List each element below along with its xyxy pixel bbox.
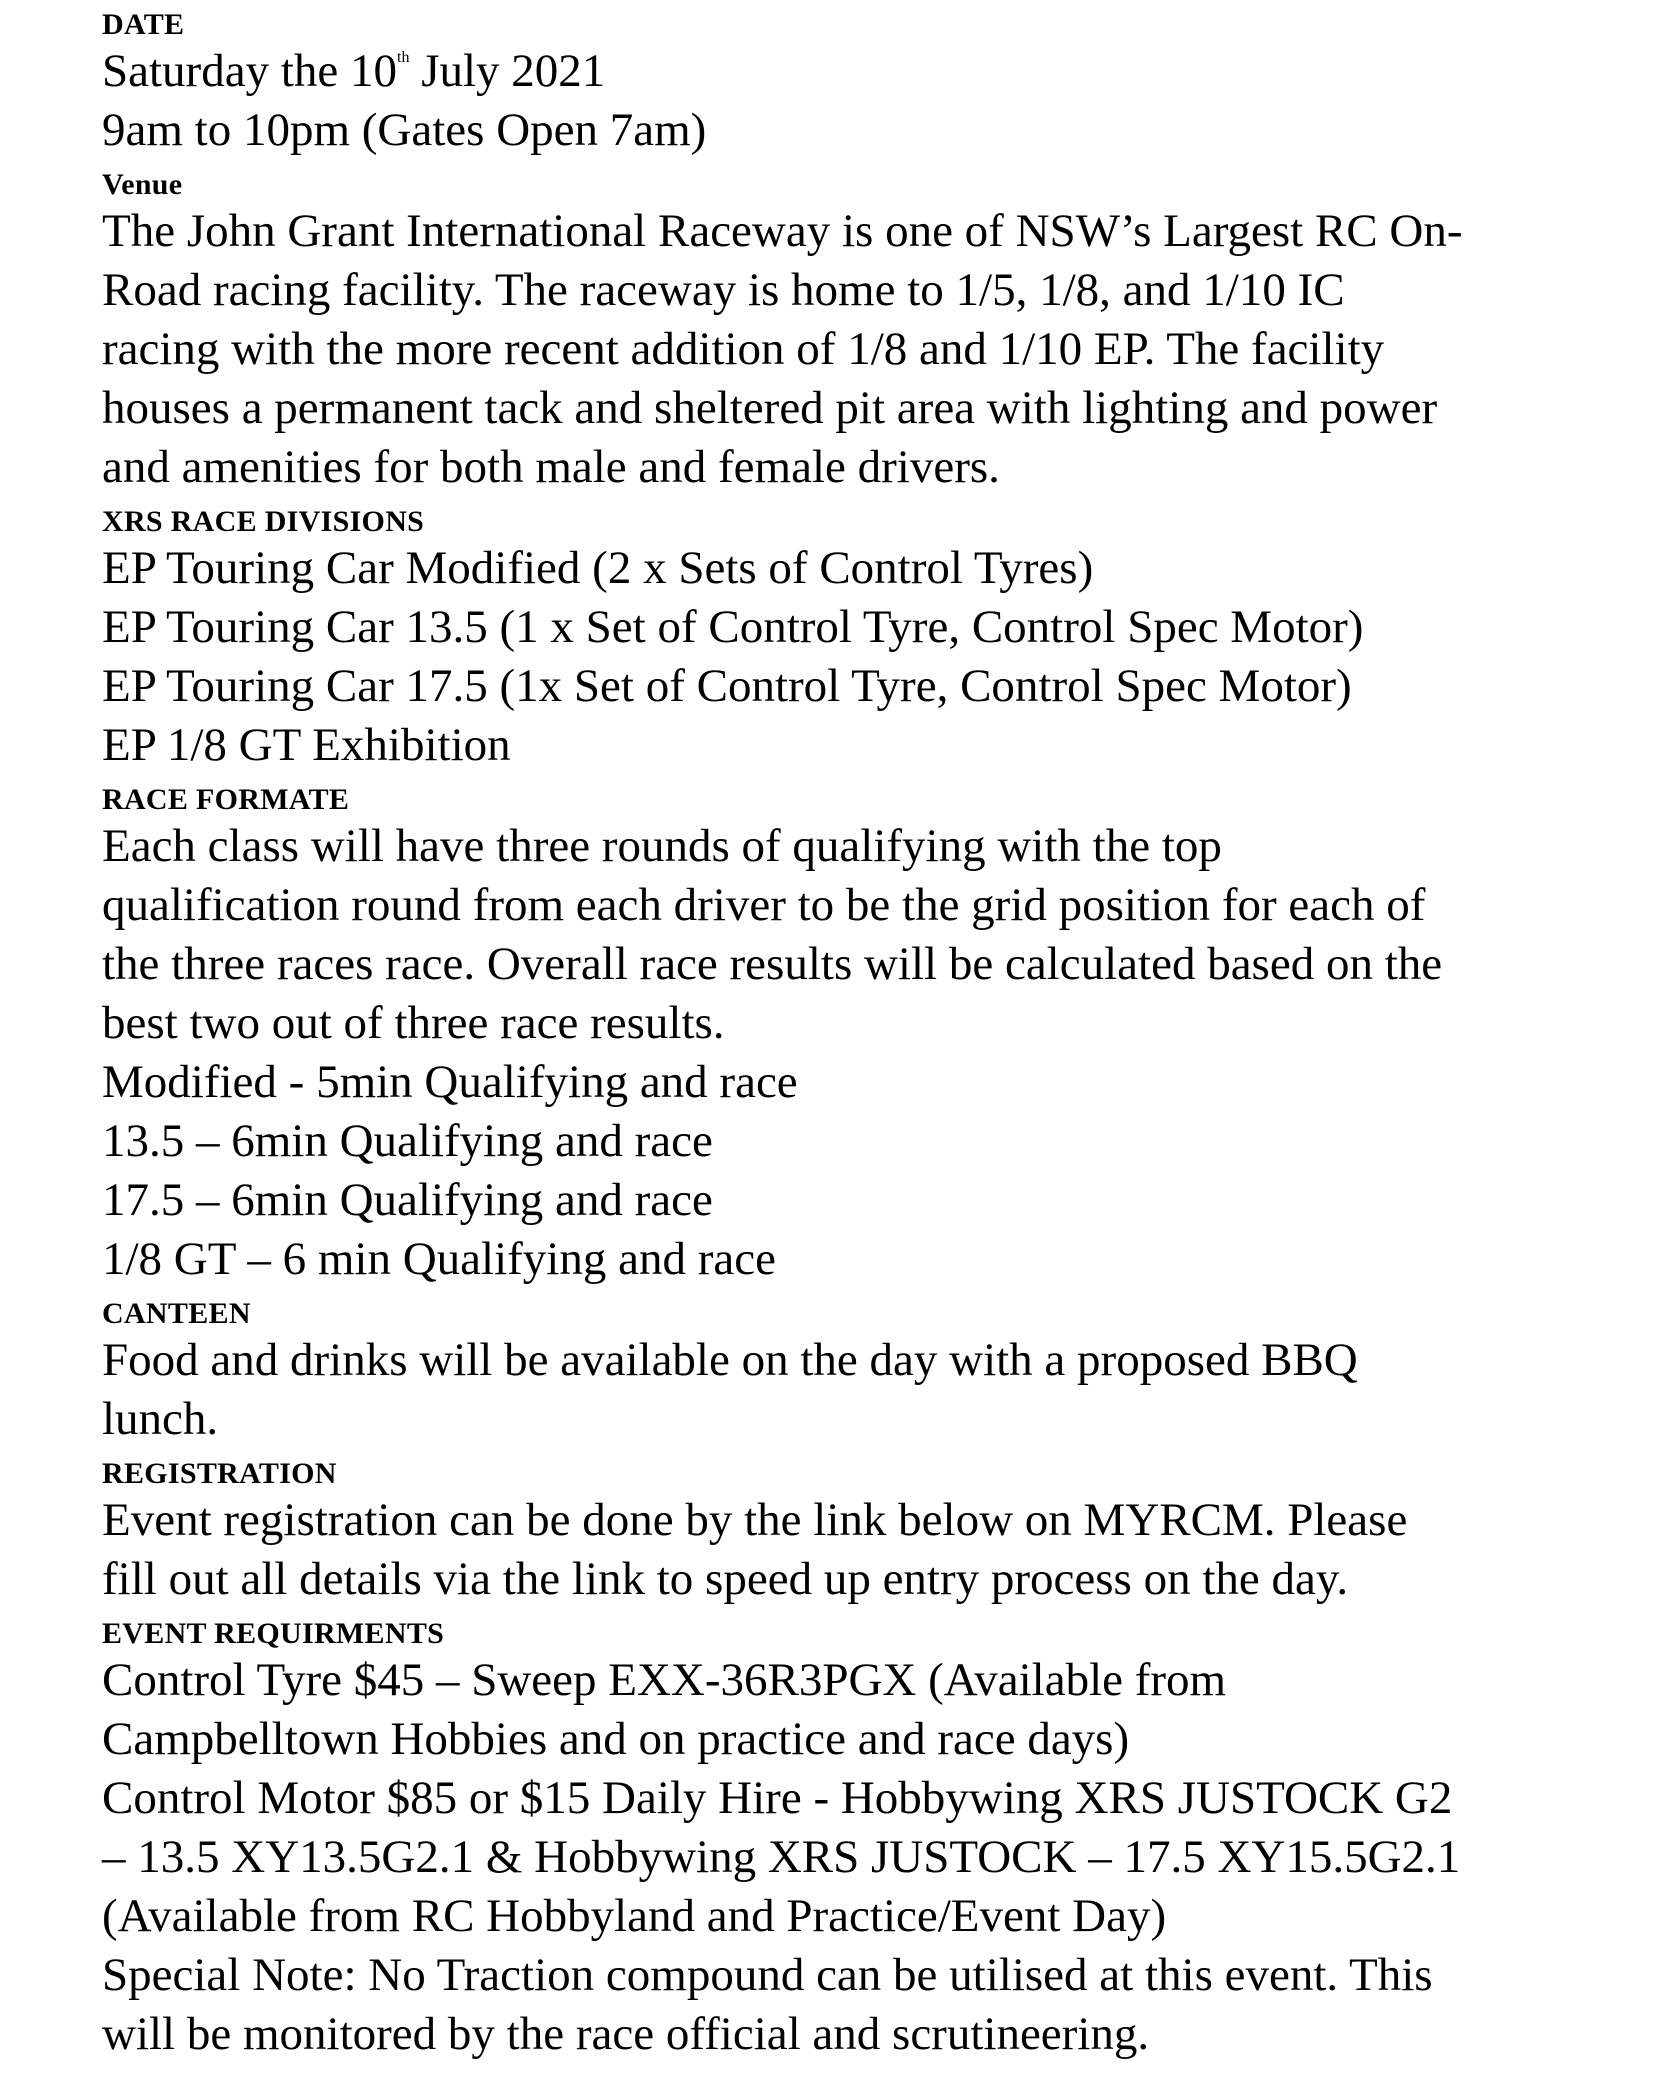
format-line: 17.5 – 6min Qualifying and race: [102, 1174, 713, 1226]
event-document: [102, 0, 1622, 2064]
division-item: EP Touring Car 17.5 (1x Set of Control Tyre, Control Spec Motor): [102, 660, 1352, 712]
requirement-line: (Available from RC Hobbyland and Practice/Event Day): [102, 1890, 1167, 1942]
registration-section: [102, 1449, 1622, 1609]
date-month-year: July 2021: [409, 45, 606, 97]
time-line: 9am to 10pm (Gates Open 7am): [102, 104, 707, 156]
division-item: EP Touring Car Modified (2 x Sets of Control Tyres): [102, 542, 1094, 594]
venue-line: The John Grant International Raceway is one of NSW’s Largest RC On-: [102, 205, 1463, 257]
canteen-line: Food and drinks will be available on the day with a proposed BBQ: [102, 1334, 1358, 1386]
venue-line: racing with the more recent addition of 1/8 and 1/10 EP. The facility: [102, 323, 1385, 375]
format-line: the three races race. Overall race results will be calculated based on the: [102, 938, 1443, 990]
division-item: EP 1/8 GT Exhibition: [102, 719, 511, 771]
requirements-heading: EVENT REQUIRMENTS: [102, 1617, 445, 1650]
date-heading: DATE: [102, 8, 185, 41]
requirements-section: [102, 1609, 1622, 2064]
format-line: qualification round from each driver to be the grid position for each of: [102, 879, 1426, 931]
date-line: [102, 42, 1622, 101]
canteen-line: lunch.: [102, 1393, 219, 1445]
format-line: Each class will have three rounds of qualifying with the top: [102, 820, 1222, 872]
canteen-heading: CANTEEN: [102, 1297, 251, 1330]
requirement-line: Control Tyre $45 – Sweep EXX-36R3PGX (Available from: [102, 1654, 1227, 1706]
requirement-line: Control Motor $85 or $15 Daily Hire - Hobbywing XRS JUSTOCK G2: [102, 1772, 1453, 1824]
requirement-line: – 13.5 XY13.5G2.1 & Hobbywing XRS JUSTOCK – 17.5 XY15.5G2.1: [102, 1831, 1461, 1883]
divisions-section: [102, 497, 1622, 775]
venue-line: houses a permanent tack and sheltered pit area with lighting and power: [102, 382, 1438, 434]
requirement-line: Special Note: No Traction compound can be utilised at this event. This: [102, 1949, 1433, 2001]
date-ordinal: th: [397, 49, 410, 66]
venue-line: and amenities for both male and female drivers.: [102, 441, 1000, 493]
date-text: Saturday the 10: [102, 45, 397, 97]
format-heading: RACE FORMATE: [102, 783, 350, 816]
requirement-line: Campbelltown Hobbies and on practice and race days): [102, 1713, 1130, 1765]
format-line: 1/8 GT – 6 min Qualifying and race: [102, 1233, 776, 1285]
divisions-heading: XRS RACE DIVISIONS: [102, 505, 425, 538]
format-line: best two out of three race results.: [102, 997, 725, 1049]
venue-section: [102, 160, 1622, 497]
registration-line: Event registration can be done by the link below on MYRCM. Please: [102, 1494, 1408, 1546]
canteen-section: [102, 1289, 1622, 1449]
division-item: EP Touring Car 13.5 (1 x Set of Control Tyre, Control Spec Motor): [102, 601, 1364, 653]
format-line: Modified - 5min Qualifying and race: [102, 1056, 798, 1108]
venue-line: Road racing facility. The raceway is home to 1/5, 1/8, and 1/10 IC: [102, 264, 1345, 316]
requirement-line: will be monitored by the race official and scrutineering.: [102, 2008, 1150, 2060]
registration-heading: REGISTRATION: [102, 1457, 337, 1490]
registration-line: fill out all details via the link to speed up entry process on the day.: [102, 1553, 1349, 1605]
date-section: [102, 0, 1622, 160]
venue-heading: Venue: [102, 168, 183, 201]
format-section: [102, 775, 1622, 1289]
format-line: 13.5 – 6min Qualifying and race: [102, 1115, 713, 1167]
